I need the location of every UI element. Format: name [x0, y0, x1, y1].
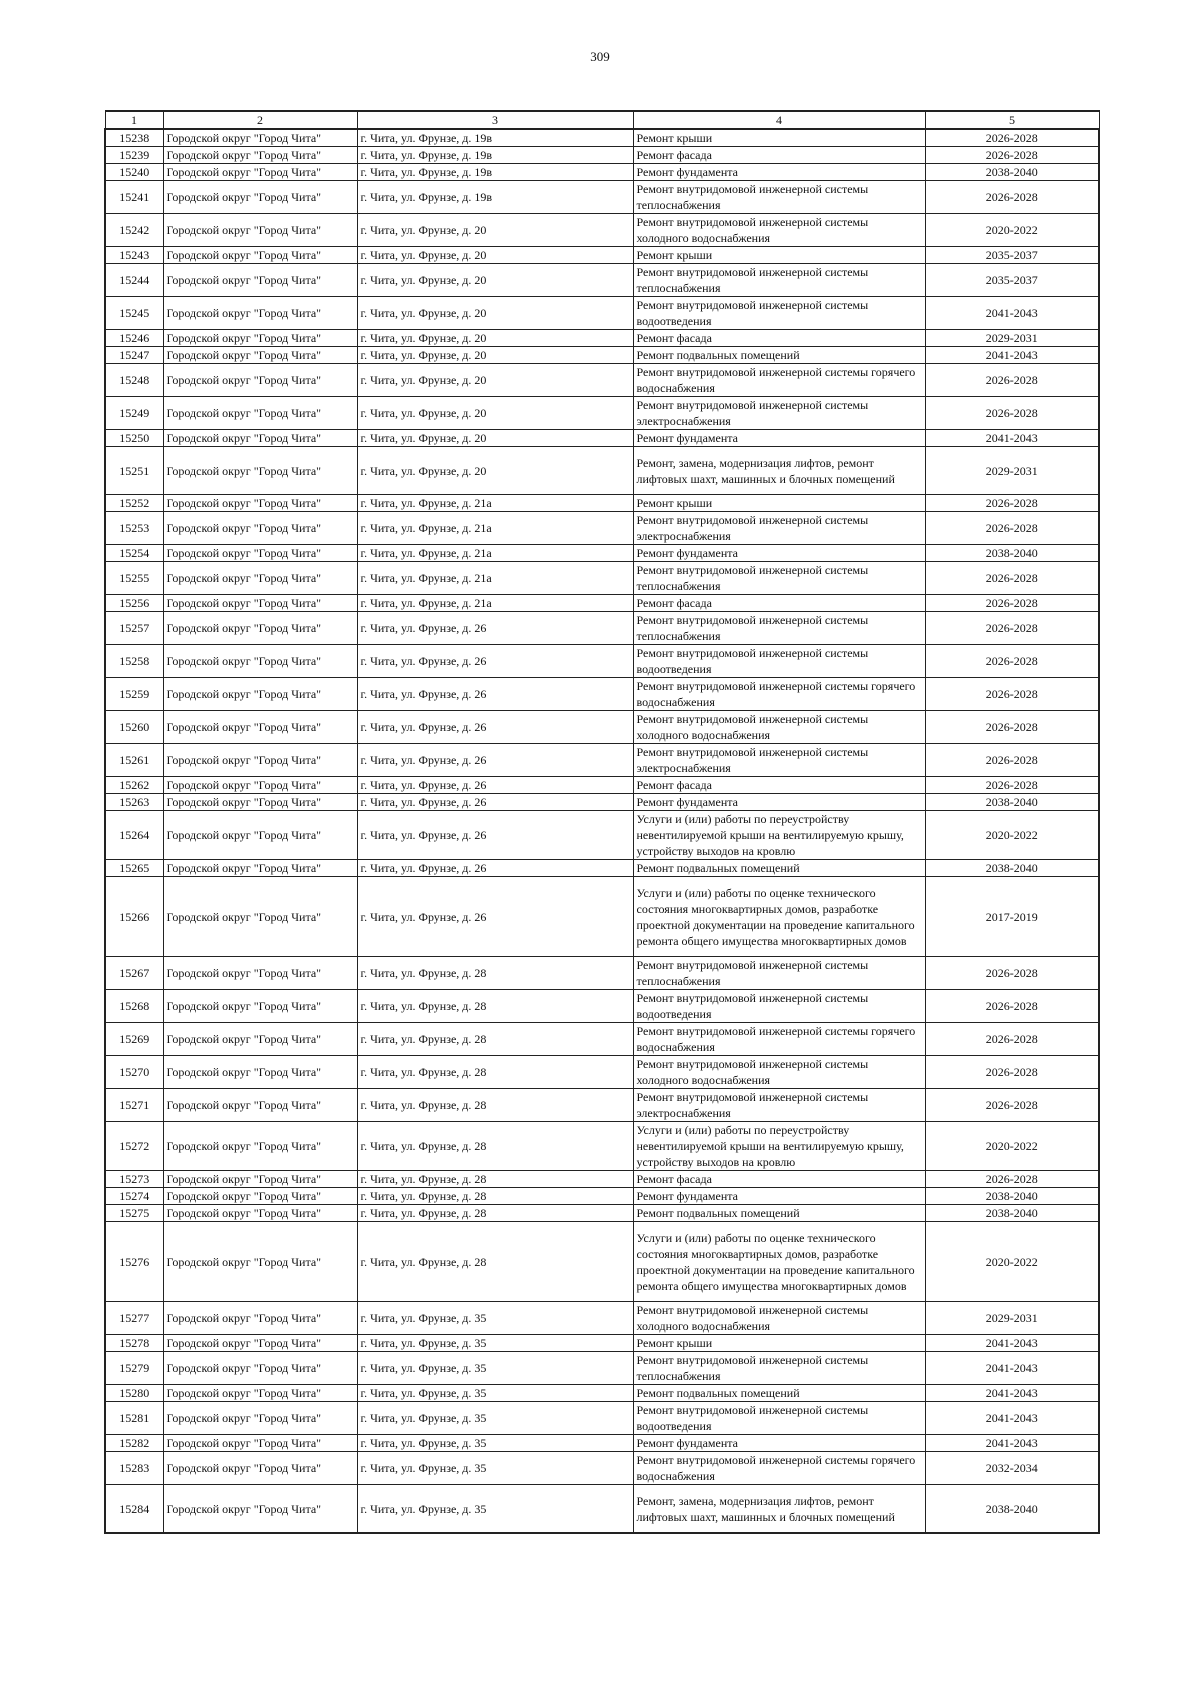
- table-row: [105, 397, 1099, 430]
- row-work-type: Ремонт подвальных помещений: [633, 347, 925, 364]
- table-row: [105, 1485, 1099, 1534]
- row-work-type: Ремонт внутридомовой инженерной системы электроснабжения: [633, 397, 925, 430]
- row-district: Городской округ "Город Чита": [163, 562, 357, 595]
- row-period: 2032-2034: [925, 1452, 1099, 1485]
- row-work-type: Ремонт внутридомовой инженерной системы электроснабжения: [633, 512, 925, 545]
- row-work-type: Ремонт внутридомовой инженерной системы холодного водоснабжения: [633, 214, 925, 247]
- row-district: Городской округ "Город Чита": [163, 164, 357, 181]
- row-address: г. Чита, ул. Фрунзе, д. 21а: [357, 595, 633, 612]
- row-number: 15258: [105, 645, 163, 678]
- row-number: 15255: [105, 562, 163, 595]
- table-row: [105, 860, 1099, 877]
- row-address: г. Чита, ул. Фрунзе, д. 28: [357, 1023, 633, 1056]
- row-period: 2041-2043: [925, 297, 1099, 330]
- row-work-type: Ремонт крыши: [633, 129, 925, 147]
- row-work-type: Ремонт внутридомовой инженерной системы холодного водоснабжения: [633, 1056, 925, 1089]
- row-district: Городской округ "Город Чита": [163, 430, 357, 447]
- row-period: 2038-2040: [925, 1188, 1099, 1205]
- row-address: г. Чита, ул. Фрунзе, д. 26: [357, 877, 633, 957]
- row-work-type: Ремонт внутридомовой инженерной системы горячего водоснабжения: [633, 1023, 925, 1056]
- row-number: 15283: [105, 1452, 163, 1485]
- row-address: г. Чита, ул. Фрунзе, д. 35: [357, 1335, 633, 1352]
- table-row: [105, 364, 1099, 397]
- table-row: [105, 612, 1099, 645]
- row-district: Городской округ "Город Чита": [163, 181, 357, 214]
- table-row: [105, 545, 1099, 562]
- table-row: [105, 512, 1099, 545]
- row-address: г. Чита, ул. Фрунзе, д. 28: [357, 1188, 633, 1205]
- row-period: 2038-2040: [925, 1485, 1099, 1534]
- row-work-type: Ремонт внутридомовой инженерной системы теплоснабжения: [633, 562, 925, 595]
- row-number: 15267: [105, 957, 163, 990]
- row-number: 15247: [105, 347, 163, 364]
- row-district: Городской округ "Город Чита": [163, 1089, 357, 1122]
- row-address: г. Чита, ул. Фрунзе, д. 19в: [357, 147, 633, 164]
- table-row: [105, 181, 1099, 214]
- row-period: 2038-2040: [925, 1205, 1099, 1222]
- table-row: [105, 1056, 1099, 1089]
- row-number: 15262: [105, 777, 163, 794]
- table-row: [105, 430, 1099, 447]
- row-work-type: Ремонт фасада: [633, 1171, 925, 1188]
- row-number: 15272: [105, 1122, 163, 1171]
- row-work-type: Ремонт, замена, модернизация лифтов, ремонт лифтовых шахт, машинных и блочных помещений: [633, 447, 925, 495]
- row-district: Городской округ "Город Чита": [163, 595, 357, 612]
- table-row: [105, 164, 1099, 181]
- row-district: Городской округ "Город Чита": [163, 678, 357, 711]
- table-row: [105, 1122, 1099, 1171]
- row-number: 15278: [105, 1335, 163, 1352]
- column-number-3: 3: [357, 111, 633, 129]
- row-district: Городской округ "Город Чита": [163, 645, 357, 678]
- row-work-type: Ремонт внутридомовой инженерной системы холодного водоснабжения: [633, 711, 925, 744]
- row-work-type: Услуги и (или) работы по переустройству невентилируемой крыши на вентилируемую крышу, устройству выходов на кровлю: [633, 811, 925, 860]
- row-address: г. Чита, ул. Фрунзе, д. 19в: [357, 129, 633, 147]
- row-work-type: Ремонт фасада: [633, 147, 925, 164]
- row-number: 15284: [105, 1485, 163, 1534]
- row-district: Городской округ "Город Чита": [163, 297, 357, 330]
- row-period: 2026-2028: [925, 645, 1099, 678]
- row-district: Городской округ "Город Чита": [163, 264, 357, 297]
- row-address: г. Чита, ул. Фрунзе, д. 21а: [357, 512, 633, 545]
- table-row: [105, 794, 1099, 811]
- row-period: 2041-2043: [925, 1435, 1099, 1452]
- row-period: 2026-2028: [925, 711, 1099, 744]
- row-work-type: Ремонт крыши: [633, 247, 925, 264]
- column-number-4: 4: [633, 111, 925, 129]
- row-address: г. Чита, ул. Фрунзе, д. 35: [357, 1352, 633, 1385]
- table-row: [105, 1089, 1099, 1122]
- row-period: 2026-2028: [925, 595, 1099, 612]
- row-period: 2026-2028: [925, 147, 1099, 164]
- row-work-type: Ремонт фундамента: [633, 1188, 925, 1205]
- row-period: 2035-2037: [925, 264, 1099, 297]
- table-row: [105, 147, 1099, 164]
- table-row: [105, 1302, 1099, 1335]
- row-number: 15251: [105, 447, 163, 495]
- table-row: [105, 1452, 1099, 1485]
- row-work-type: Ремонт внутридомовой инженерной системы теплоснабжения: [633, 264, 925, 297]
- row-address: г. Чита, ул. Фрунзе, д. 28: [357, 1089, 633, 1122]
- row-period: 2026-2028: [925, 612, 1099, 645]
- row-work-type: Ремонт внутридомовой инженерной системы теплоснабжения: [633, 1352, 925, 1385]
- row-work-type: Ремонт внутридомовой инженерной системы горячего водоснабжения: [633, 678, 925, 711]
- table-row: [105, 247, 1099, 264]
- row-district: Городской округ "Город Чита": [163, 711, 357, 744]
- row-address: г. Чита, ул. Фрунзе, д. 35: [357, 1302, 633, 1335]
- row-number: 15248: [105, 364, 163, 397]
- row-period: 2026-2028: [925, 990, 1099, 1023]
- table-row: [105, 347, 1099, 364]
- row-district: Городской округ "Город Чита": [163, 447, 357, 495]
- table-row: [105, 1435, 1099, 1452]
- row-work-type: Ремонт внутридомовой инженерной системы теплоснабжения: [633, 181, 925, 214]
- row-work-type: Ремонт внутридомовой инженерной системы горячего водоснабжения: [633, 1452, 925, 1485]
- row-address: г. Чита, ул. Фрунзе, д. 28: [357, 1222, 633, 1302]
- row-district: Городской округ "Город Чита": [163, 1435, 357, 1452]
- row-district: Городской округ "Город Чита": [163, 860, 357, 877]
- row-district: Городской округ "Город Чита": [163, 147, 357, 164]
- row-period: 2026-2028: [925, 397, 1099, 430]
- row-district: Городской округ "Город Чита": [163, 1452, 357, 1485]
- row-work-type: Ремонт фундамента: [633, 1435, 925, 1452]
- row-period: 2026-2028: [925, 1056, 1099, 1089]
- row-number: 15249: [105, 397, 163, 430]
- row-address: г. Чита, ул. Фрунзе, д. 26: [357, 794, 633, 811]
- row-number: 15271: [105, 1089, 163, 1122]
- row-work-type: Ремонт внутридомовой инженерной системы теплоснабжения: [633, 612, 925, 645]
- row-number: 15240: [105, 164, 163, 181]
- row-number: 15273: [105, 1171, 163, 1188]
- row-address: г. Чита, ул. Фрунзе, д. 20: [357, 330, 633, 347]
- row-district: Городской округ "Город Чита": [163, 1485, 357, 1534]
- row-address: г. Чита, ул. Фрунзе, д. 20: [357, 297, 633, 330]
- row-number: 15239: [105, 147, 163, 164]
- row-number: 15264: [105, 811, 163, 860]
- table-row: [105, 1205, 1099, 1222]
- row-period: 2038-2040: [925, 545, 1099, 562]
- page-number: 309: [590, 49, 610, 64]
- table-row: [105, 562, 1099, 595]
- column-number-2: 2: [163, 111, 357, 129]
- row-number: 15265: [105, 860, 163, 877]
- row-address: г. Чита, ул. Фрунзе, д. 28: [357, 1171, 633, 1188]
- row-district: Городской округ "Город Чита": [163, 1385, 357, 1402]
- row-number: 15280: [105, 1385, 163, 1402]
- row-number: 15260: [105, 711, 163, 744]
- row-number: 15282: [105, 1435, 163, 1452]
- column-number-1: 1: [105, 111, 163, 129]
- row-address: г. Чита, ул. Фрунзе, д. 35: [357, 1385, 633, 1402]
- column-number-row: [105, 111, 1099, 129]
- row-period: 2026-2028: [925, 181, 1099, 214]
- row-number: 15243: [105, 247, 163, 264]
- table-row: [105, 1023, 1099, 1056]
- row-district: Городской округ "Город Чита": [163, 794, 357, 811]
- row-address: г. Чита, ул. Фрунзе, д. 26: [357, 744, 633, 777]
- row-period: 2026-2028: [925, 1023, 1099, 1056]
- row-work-type: Ремонт внутридомовой инженерной системы водоотведения: [633, 1402, 925, 1435]
- row-address: г. Чита, ул. Фрунзе, д. 35: [357, 1452, 633, 1485]
- row-address: г. Чита, ул. Фрунзе, д. 26: [357, 678, 633, 711]
- row-period: 2026-2028: [925, 678, 1099, 711]
- row-address: г. Чита, ул. Фрунзе, д. 26: [357, 645, 633, 678]
- row-period: 2020-2022: [925, 1222, 1099, 1302]
- row-district: Городской округ "Город Чита": [163, 129, 357, 147]
- row-address: г. Чита, ул. Фрунзе, д. 35: [357, 1485, 633, 1534]
- row-district: Городской округ "Город Чита": [163, 1302, 357, 1335]
- row-address: г. Чита, ул. Фрунзе, д. 20: [357, 264, 633, 297]
- row-period: 2020-2022: [925, 214, 1099, 247]
- row-work-type: Ремонт внутридомовой инженерной системы электроснабжения: [633, 1089, 925, 1122]
- table-row: [105, 595, 1099, 612]
- row-period: 2038-2040: [925, 794, 1099, 811]
- row-work-type: Ремонт внутридомовой инженерной системы горячего водоснабжения: [633, 364, 925, 397]
- row-district: Городской округ "Город Чита": [163, 744, 357, 777]
- row-address: г. Чита, ул. Фрунзе, д. 28: [357, 990, 633, 1023]
- row-number: 15270: [105, 1056, 163, 1089]
- row-district: Городской округ "Город Чита": [163, 545, 357, 562]
- row-number: 15246: [105, 330, 163, 347]
- row-district: Городской округ "Город Чита": [163, 1222, 357, 1302]
- table-row: [105, 1385, 1099, 1402]
- row-number: 15275: [105, 1205, 163, 1222]
- row-number: 15259: [105, 678, 163, 711]
- row-work-type: Услуги и (или) работы по оценке технического состояния многоквартирных домов, разработке проектной документации на проведение капитального ремонта общего имущества многоквартирных домов: [633, 877, 925, 957]
- row-period: 2041-2043: [925, 430, 1099, 447]
- row-number: 15245: [105, 297, 163, 330]
- row-period: 2026-2028: [925, 129, 1099, 147]
- row-period: 2029-2031: [925, 330, 1099, 347]
- row-district: Городской округ "Город Чита": [163, 1171, 357, 1188]
- row-number: 15266: [105, 877, 163, 957]
- row-address: г. Чита, ул. Фрунзе, д. 20: [357, 447, 633, 495]
- table-row: [105, 744, 1099, 777]
- row-district: Городской округ "Город Чита": [163, 1122, 357, 1171]
- row-district: Городской округ "Город Чита": [163, 512, 357, 545]
- row-district: Городской округ "Город Чита": [163, 495, 357, 512]
- row-district: Городской округ "Город Чита": [163, 397, 357, 430]
- row-period: 2026-2028: [925, 744, 1099, 777]
- row-number: 15244: [105, 264, 163, 297]
- row-work-type: Ремонт фундамента: [633, 430, 925, 447]
- table-row: [105, 264, 1099, 297]
- table-row: [105, 330, 1099, 347]
- row-district: Городской округ "Город Чита": [163, 347, 357, 364]
- row-work-type: Ремонт внутридомовой инженерной системы теплоснабжения: [633, 957, 925, 990]
- table-row: [105, 645, 1099, 678]
- table-row: [105, 1188, 1099, 1205]
- row-number: 15279: [105, 1352, 163, 1385]
- row-district: Городской округ "Город Чита": [163, 1335, 357, 1352]
- row-address: г. Чита, ул. Фрунзе, д. 26: [357, 860, 633, 877]
- row-period: 2026-2028: [925, 777, 1099, 794]
- row-work-type: Ремонт подвальных помещений: [633, 860, 925, 877]
- table-row: [105, 811, 1099, 860]
- row-number: 15254: [105, 545, 163, 562]
- row-address: г. Чита, ул. Фрунзе, д. 26: [357, 711, 633, 744]
- row-period: 2026-2028: [925, 562, 1099, 595]
- row-district: Городской округ "Город Чита": [163, 364, 357, 397]
- row-address: г. Чита, ул. Фрунзе, д. 26: [357, 612, 633, 645]
- row-address: г. Чита, ул. Фрунзе, д. 35: [357, 1435, 633, 1452]
- repair-schedule-table: [104, 110, 1100, 1534]
- row-period: 2026-2028: [925, 512, 1099, 545]
- row-number: 15274: [105, 1188, 163, 1205]
- row-address: г. Чита, ул. Фрунзе, д. 19в: [357, 181, 633, 214]
- row-number: 15241: [105, 181, 163, 214]
- table-row: [105, 1352, 1099, 1385]
- table-row: [105, 214, 1099, 247]
- row-work-type: Ремонт внутридомовой инженерной системы водоотведения: [633, 645, 925, 678]
- row-district: Городской округ "Город Чита": [163, 1188, 357, 1205]
- row-district: Городской округ "Город Чита": [163, 1056, 357, 1089]
- row-work-type: Ремонт фундамента: [633, 794, 925, 811]
- row-district: Городской округ "Город Чита": [163, 1402, 357, 1435]
- row-period: 2017-2019: [925, 877, 1099, 957]
- table-row: [105, 495, 1099, 512]
- table-row: [105, 1335, 1099, 1352]
- row-work-type: Ремонт фасада: [633, 777, 925, 794]
- row-work-type: Ремонт внутридомовой инженерной системы электроснабжения: [633, 744, 925, 777]
- row-address: г. Чита, ул. Фрунзе, д. 19в: [357, 164, 633, 181]
- row-address: г. Чита, ул. Фрунзе, д. 20: [357, 364, 633, 397]
- row-number: 15277: [105, 1302, 163, 1335]
- row-period: 2026-2028: [925, 495, 1099, 512]
- row-period: 2041-2043: [925, 1352, 1099, 1385]
- table-row: [105, 129, 1099, 147]
- row-work-type: Ремонт подвальных помещений: [633, 1205, 925, 1222]
- row-period: 2038-2040: [925, 164, 1099, 181]
- table-row: [105, 1171, 1099, 1188]
- table-row: [105, 957, 1099, 990]
- table-row: [105, 990, 1099, 1023]
- row-district: Городской округ "Город Чита": [163, 1352, 357, 1385]
- row-work-type: Ремонт подвальных помещений: [633, 1385, 925, 1402]
- row-number: 15257: [105, 612, 163, 645]
- row-address: г. Чита, ул. Фрунзе, д. 28: [357, 957, 633, 990]
- table-row: [105, 1222, 1099, 1302]
- row-work-type: Ремонт, замена, модернизация лифтов, ремонт лифтовых шахт, машинных и блочных помещений: [633, 1485, 925, 1534]
- row-address: г. Чита, ул. Фрунзе, д. 28: [357, 1205, 633, 1222]
- row-work-type: Ремонт фасада: [633, 595, 925, 612]
- row-period: 2041-2043: [925, 1385, 1099, 1402]
- row-period: 2029-2031: [925, 447, 1099, 495]
- row-number: 15256: [105, 595, 163, 612]
- row-work-type: Услуги и (или) работы по оценке технического состояния многоквартирных домов, разработке проектной документации на проведение капитального ремонта общего имущества многоквартирных домов: [633, 1222, 925, 1302]
- row-period: 2026-2028: [925, 957, 1099, 990]
- row-address: г. Чита, ул. Фрунзе, д. 20: [357, 430, 633, 447]
- row-number: 15276: [105, 1222, 163, 1302]
- row-address: г. Чита, ул. Фрунзе, д. 26: [357, 811, 633, 860]
- row-address: г. Чита, ул. Фрунзе, д. 20: [357, 397, 633, 430]
- row-work-type: Ремонт внутридомовой инженерной системы холодного водоснабжения: [633, 1302, 925, 1335]
- row-district: Городской округ "Город Чита": [163, 877, 357, 957]
- column-number-5: 5: [925, 111, 1099, 129]
- row-period: 2026-2028: [925, 1089, 1099, 1122]
- row-district: Городской округ "Город Чита": [163, 214, 357, 247]
- row-work-type: Ремонт внутридомовой инженерной системы водоотведения: [633, 297, 925, 330]
- row-work-type: Ремонт крыши: [633, 495, 925, 512]
- row-number: 15261: [105, 744, 163, 777]
- table-row: [105, 777, 1099, 794]
- row-work-type: Услуги и (или) работы по переустройству невентилируемой крыши на вентилируемую крышу, устройству выходов на кровлю: [633, 1122, 925, 1171]
- row-number: 15250: [105, 430, 163, 447]
- row-period: 2026-2028: [925, 364, 1099, 397]
- row-address: г. Чита, ул. Фрунзе, д. 20: [357, 247, 633, 264]
- row-district: Городской округ "Город Чита": [163, 777, 357, 794]
- row-work-type: Ремонт крыши: [633, 1335, 925, 1352]
- row-district: Городской округ "Город Чита": [163, 612, 357, 645]
- table-row: [105, 297, 1099, 330]
- row-period: 2029-2031: [925, 1302, 1099, 1335]
- row-address: г. Чита, ул. Фрунзе, д. 21а: [357, 545, 633, 562]
- row-period: 2041-2043: [925, 1402, 1099, 1435]
- table-row: [105, 678, 1099, 711]
- row-address: г. Чита, ул. Фрунзе, д. 26: [357, 777, 633, 794]
- row-district: Городской округ "Город Чита": [163, 1205, 357, 1222]
- row-number: 15269: [105, 1023, 163, 1056]
- row-address: г. Чита, ул. Фрунзе, д. 28: [357, 1122, 633, 1171]
- row-address: г. Чита, ул. Фрунзе, д. 35: [357, 1402, 633, 1435]
- row-work-type: Ремонт фасада: [633, 330, 925, 347]
- row-period: 2035-2037: [925, 247, 1099, 264]
- row-address: г. Чита, ул. Фрунзе, д. 21а: [357, 495, 633, 512]
- row-address: г. Чита, ул. Фрунзе, д. 28: [357, 1056, 633, 1089]
- row-district: Городской округ "Город Чита": [163, 1023, 357, 1056]
- row-period: 2041-2043: [925, 347, 1099, 364]
- table-row: [105, 711, 1099, 744]
- row-number: 15268: [105, 990, 163, 1023]
- row-district: Городской округ "Город Чита": [163, 811, 357, 860]
- row-district: Городской округ "Город Чита": [163, 990, 357, 1023]
- row-number: 15281: [105, 1402, 163, 1435]
- row-address: г. Чита, ул. Фрунзе, д. 20: [357, 214, 633, 247]
- table-row: [105, 447, 1099, 495]
- table-row: [105, 1402, 1099, 1435]
- row-period: 2041-2043: [925, 1335, 1099, 1352]
- row-address: г. Чита, ул. Фрунзе, д. 21а: [357, 562, 633, 595]
- row-number: 15263: [105, 794, 163, 811]
- row-period: 2026-2028: [925, 1171, 1099, 1188]
- row-number: 15252: [105, 495, 163, 512]
- row-period: 2020-2022: [925, 1122, 1099, 1171]
- table-row: [105, 877, 1099, 957]
- row-number: 15242: [105, 214, 163, 247]
- row-work-type: Ремонт фундамента: [633, 164, 925, 181]
- row-number: 15253: [105, 512, 163, 545]
- row-period: 2038-2040: [925, 860, 1099, 877]
- row-work-type: Ремонт фундамента: [633, 545, 925, 562]
- row-district: Городской округ "Город Чита": [163, 957, 357, 990]
- row-work-type: Ремонт внутридомовой инженерной системы водоотведения: [633, 990, 925, 1023]
- row-number: 15238: [105, 129, 163, 147]
- row-district: Городской округ "Город Чита": [163, 330, 357, 347]
- row-period: 2020-2022: [925, 811, 1099, 860]
- row-address: г. Чита, ул. Фрунзе, д. 20: [357, 347, 633, 364]
- row-district: Городской округ "Город Чита": [163, 247, 357, 264]
